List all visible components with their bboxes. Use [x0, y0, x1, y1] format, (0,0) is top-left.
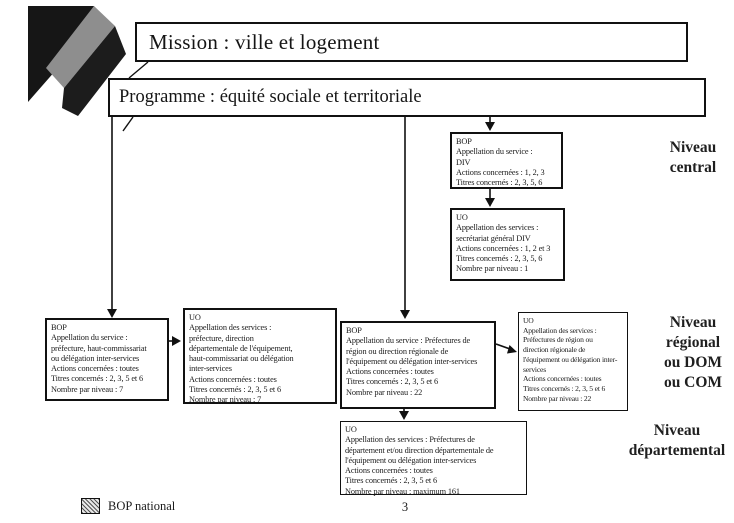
text-line: Actions concernées : toutes	[523, 374, 602, 384]
text-line: Titres concernés : 2, 3, 5 et 6	[523, 384, 606, 394]
text-line: préfecture, haut-commissariat	[51, 343, 147, 353]
arrowhead-left-uo	[172, 336, 181, 346]
text-line: Niveau	[669, 139, 717, 156]
level-label-regional	[650, 313, 734, 394]
page-number: 3	[401, 500, 409, 514]
text-line: préfecture, direction	[189, 333, 254, 343]
programme-title: Programme : équité sociale et territoriale	[119, 87, 422, 107]
text-line: Nombre par niveau : 7	[189, 395, 262, 405]
legend-label: BOP national	[108, 498, 176, 513]
text-line: département et/ou direction départementale de	[345, 445, 494, 455]
text-line: ou COM	[663, 374, 723, 392]
text-line: haut-commissariat ou délégation	[189, 354, 294, 364]
arrowhead-central-uo	[485, 198, 495, 207]
text-line: l'équipement ou délégation inter-services	[346, 356, 478, 366]
arrowhead-right-uo	[507, 345, 517, 354]
text-line: inter-services	[189, 364, 232, 374]
text-line: Titres concernés : 2, 3, 5 et 6	[51, 374, 144, 384]
text-line: Appellation des services :	[189, 323, 272, 333]
text-line: direction régionale de	[523, 345, 586, 355]
text-line: BOP	[346, 326, 362, 335]
text-line: Nombre par niveau : maximum 161	[345, 486, 460, 496]
text-line: Actions concernées : toutes	[189, 374, 277, 384]
arrowhead-mid-bop	[400, 310, 410, 319]
text-line: l'équipement ou délégation inter-services	[345, 455, 477, 465]
text-line: Titres concernés : 2, 3, 5 et 6	[345, 476, 438, 486]
text-line: Actions concernées : 1, 2 et 3	[456, 243, 551, 253]
text-line: Nombre par niveau : 22	[523, 393, 592, 403]
text-line: UO	[189, 313, 201, 322]
text-line: départementale de l'équipement,	[189, 343, 293, 353]
text-line: UO	[523, 316, 534, 325]
text-line: BOP	[51, 323, 67, 332]
text-line: UO	[345, 425, 357, 434]
text-line: Nombre par niveau : 1	[456, 264, 529, 274]
text-line: Actions concernées : toutes	[346, 367, 434, 377]
hatched-square-icon	[81, 498, 100, 514]
mission-box	[135, 22, 688, 62]
text-line: Appellation des services :	[456, 223, 539, 233]
regional-mid-bop-box	[340, 321, 496, 409]
legend	[81, 498, 175, 514]
text-line: Appellation des services :	[523, 325, 597, 335]
text-line: Appellation du service :	[456, 147, 533, 157]
text-line: Appellation du service :	[51, 333, 128, 343]
text-line: DIV	[456, 157, 471, 167]
text-line: Actions concernées : toutes	[345, 466, 433, 476]
departemental-uo-box	[340, 421, 527, 495]
text-line: Appellation des services : Préfectures de	[345, 435, 475, 445]
text-line: Niveau	[653, 422, 701, 439]
text-line: central	[669, 159, 717, 177]
mission-title: Mission : ville et logement	[149, 29, 380, 54]
regional-left-bop-box	[45, 318, 169, 401]
text-line: services	[523, 364, 547, 374]
text-line: Actions concernées : toutes	[51, 364, 139, 374]
connector-mid-bop-to-right-uo	[496, 344, 510, 349]
regional-right-uo-box	[518, 312, 628, 411]
programme-box	[108, 78, 706, 117]
arrowhead-left-bop	[107, 309, 117, 318]
regional-left-uo-box	[183, 308, 337, 404]
level-label-departemental	[622, 421, 732, 461]
level-label-central	[648, 138, 734, 178]
arrowhead-dep-uo	[399, 411, 409, 420]
text-line: régional	[665, 334, 721, 352]
central-uo-box	[450, 208, 565, 281]
arrowhead-central-bop	[485, 122, 495, 131]
text-line: Titres concernés : 2, 3, 5 et 6	[189, 384, 282, 394]
text-line: région ou direction régionale de	[346, 346, 449, 356]
text-line: UO	[456, 213, 468, 222]
central-bop-box	[450, 132, 563, 189]
text-line: départemental	[628, 442, 726, 460]
text-line: Titres concernés : 2, 3, 5, 6	[456, 178, 543, 188]
text-line: Nombre par niveau : 7	[51, 384, 124, 394]
text-line: ou délégation inter-services	[51, 353, 140, 363]
text-line: Préfectures de région ou	[523, 335, 593, 345]
text-line: Titres concernés : 2, 3, 5 et 6	[346, 377, 439, 387]
text-line: Appellation du service : Préfectures de	[346, 336, 471, 346]
text-line: Niveau	[669, 314, 717, 331]
text-line: Titres concernés : 2, 3, 5, 6	[456, 254, 543, 264]
text-line: secrétariat général DIV	[456, 233, 531, 243]
text-line: BOP	[456, 137, 472, 146]
text-line: Nombre par niveau : 22	[346, 387, 423, 397]
text-line: ou DOM	[663, 354, 723, 372]
text-line: Actions concernées : 1, 2, 3	[456, 167, 545, 177]
text-line: l'équipement ou délégation inter-	[523, 354, 618, 364]
